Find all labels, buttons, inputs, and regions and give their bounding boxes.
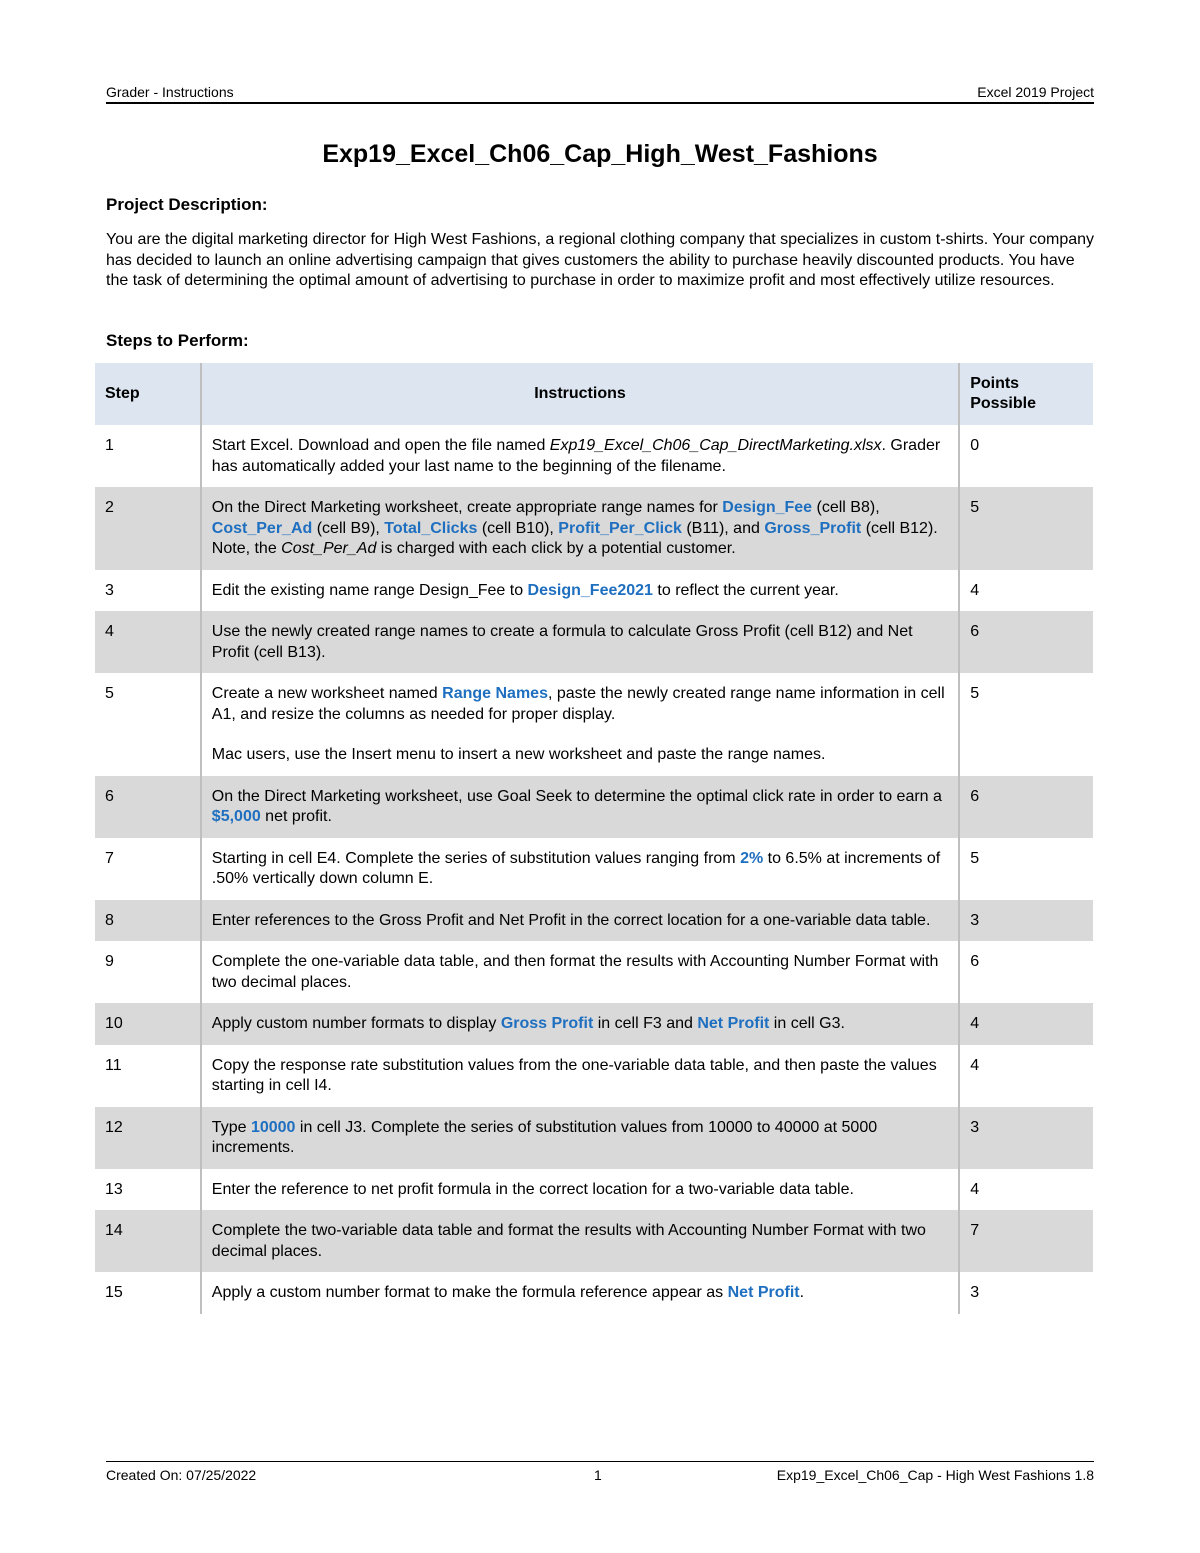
highlighted-term: 10000 [250, 1118, 296, 1136]
step-instructions [201, 941, 959, 1003]
step-number: 15 [95, 1272, 201, 1314]
step-instructions [201, 776, 959, 838]
highlighted-term: $5,000 [211, 808, 261, 825]
instruction-text: (B11), and [681, 519, 765, 537]
instruction-text: net profit. [260, 808, 332, 825]
step-number: 9 [95, 941, 201, 1003]
step-number: 3 [95, 570, 201, 612]
instruction-text: Enter the reference to net profit formula in the correct location for a two-variable data table. [211, 1180, 854, 1198]
step-instructions [201, 900, 959, 942]
table-row [95, 900, 1093, 942]
step-instructions [201, 487, 959, 570]
step-points: 3 [959, 900, 1093, 942]
step-instructions [201, 838, 959, 900]
highlighted-term: Profit_Per_Click [558, 519, 682, 537]
instruction-text: Use the newly created range names to create a formula to calculate Gross Profit (cell B12) and Net Profit (cell B13). [211, 623, 913, 661]
table-row [95, 425, 1093, 487]
header-points: Points Possible [959, 363, 1093, 425]
highlighted-term: Range Names [442, 685, 548, 702]
table-row [95, 611, 1093, 673]
instruction-text: Edit the existing name range Design_Fee to [211, 581, 528, 599]
italic-term: Cost_Per_Ad [281, 540, 377, 557]
instruction-text: Create a new worksheet named [211, 685, 443, 702]
step-instructions [201, 1045, 959, 1107]
paragraph-break [212, 725, 948, 745]
highlighted-term: Total_Clicks [384, 519, 478, 537]
highlighted-term: Design_Fee2021 [527, 581, 653, 599]
highlighted-term: Gross_Profit [764, 519, 862, 537]
footer-document-id: Exp19_Excel_Ch06_Cap - High West Fashions 1.8 [776, 1467, 1094, 1483]
step-instructions [201, 1169, 959, 1211]
instruction-text: (cell B12). [861, 519, 938, 537]
step-instructions [201, 425, 959, 487]
highlighted-term: Net Profit [697, 1015, 770, 1032]
instruction-text: Complete the two-variable data table and format the results with Accounting Number Format with two decimal places. [211, 1222, 926, 1260]
italic-term: Exp19_Excel_Ch06_Cap_DirectMarketing.xlsx [549, 437, 882, 454]
instruction-text: Note, the [211, 540, 282, 557]
table-row [95, 1210, 1093, 1272]
step-instructions [201, 1272, 959, 1314]
table-row [95, 838, 1093, 900]
step-points: 5 [970, 685, 980, 702]
instruction-text: Apply custom number formats to display [211, 1015, 501, 1032]
step-number: 1 [95, 425, 201, 487]
step-number: 2 [95, 487, 201, 570]
instruction-text: Type [211, 1118, 251, 1136]
steps-heading: Steps to Perform: [106, 331, 249, 350]
step-number: 6 [95, 776, 201, 838]
step-points: 3 [959, 1107, 1093, 1169]
table-header-row [95, 363, 1093, 425]
step-number: 11 [95, 1045, 201, 1107]
highlighted-term: 2% [740, 849, 764, 867]
instruction-text: in cell J3. Complete the series of substitution values from 10000 to 40000 at 5000 increments. [211, 1118, 878, 1156]
table-row [95, 1045, 1093, 1107]
steps-table-body [95, 425, 1093, 1314]
table-row [95, 673, 1093, 776]
step-points: 6 [959, 611, 1093, 673]
instruction-text: in cell G3. [769, 1015, 845, 1032]
project-description-heading: Project Description: [106, 195, 268, 214]
header-left-text: Grader - Instructions [106, 84, 234, 100]
step-number: 12 [95, 1107, 201, 1169]
header-step: Step [95, 363, 201, 425]
table-row [95, 1107, 1093, 1169]
page-header [106, 82, 1094, 104]
step-points: 7 [959, 1210, 1093, 1272]
header-right-text: Excel 2019 Project [977, 84, 1094, 100]
step-number: 7 [95, 838, 201, 900]
step-number: 10 [95, 1003, 201, 1045]
step-points: 0 [970, 437, 980, 454]
step-instructions [201, 673, 959, 776]
table-row [95, 1169, 1093, 1211]
step-number: 13 [95, 1169, 201, 1211]
step-points: 4 [970, 1180, 980, 1198]
instruction-text: Apply a custom number format to make the formula reference appear as [211, 1284, 728, 1301]
instruction-text: in cell F3 and [593, 1015, 698, 1032]
instruction-text: Enter references to the Gross Profit and Net Profit in the correct location for a one-variable data table. [211, 911, 931, 929]
highlighted-term: Net Profit [727, 1284, 800, 1301]
document-title: Exp19_Excel_Ch06_Cap_High_West_Fashions [322, 140, 878, 168]
highlighted-term: Gross Profit [500, 1015, 594, 1032]
instruction-text: is charged with each click by a potential customer. [376, 540, 736, 557]
step-instructions [201, 570, 959, 612]
step-points: 6 [970, 953, 980, 970]
table-row [95, 1003, 1093, 1045]
step-instructions [201, 1003, 959, 1045]
instruction-text: . Grader has automatically added your last name to the beginning of the filename. [211, 437, 941, 475]
project-description-text: You are the digital marketing director for High West Fashions, a regional clothing company that specializes in custom t-shirts. Your company has decided to launch an online advertising campaign that gives customers the ability to purchase heavily discounted products. You have the task of determining the optimal amount of advertising to purchase in order to maximize profit and most effectively utilize resources. [106, 231, 1095, 289]
step-points: 4 [970, 1056, 980, 1074]
instruction-text: Start Excel. Download and open the file named [211, 437, 550, 454]
steps-table [95, 363, 1093, 1314]
instruction-text: (cell B8), [812, 499, 880, 516]
step-points: 4 [970, 581, 980, 599]
instruction-text: Copy the response rate substitution values from the one-variable data table, and then paste the values starting in cell I4. [211, 1056, 937, 1094]
table-row [95, 570, 1093, 612]
footer-page-number: 1 [594, 1467, 602, 1483]
instruction-text: Starting in cell E4. Complete the series of substitution values ranging from [211, 849, 741, 867]
step-points: 5 [959, 487, 1093, 570]
instruction-text: Mac users, use the Insert menu to insert a new worksheet and paste the range names. [211, 746, 826, 763]
step-number: 5 [95, 673, 201, 776]
instruction-text: (cell B10), [477, 519, 559, 537]
step-points: 5 [970, 849, 980, 867]
step-number: 8 [95, 900, 201, 942]
instruction-text: . [799, 1284, 805, 1301]
step-instructions [201, 611, 959, 673]
step-points: 3 [970, 1284, 980, 1301]
footer-created-on: Created On: 07/25/2022 [106, 1467, 257, 1483]
step-instructions [201, 1210, 959, 1272]
highlighted-term: Design_Fee [722, 499, 813, 516]
step-number: 4 [95, 611, 201, 673]
step-points: 4 [959, 1003, 1093, 1045]
instruction-text: On the Direct Marketing worksheet, create appropriate range names for [211, 499, 723, 516]
instruction-text: to 6.5% at increments of .50% vertically down column E. [211, 849, 941, 887]
table-row [95, 1272, 1093, 1314]
instruction-text: (cell B9), [312, 519, 385, 537]
step-number: 14 [95, 1210, 201, 1272]
table-row [95, 776, 1093, 838]
table-row [95, 941, 1093, 1003]
step-instructions [201, 1107, 959, 1169]
instruction-text: to reflect the current year. [652, 581, 839, 599]
instruction-text: , paste the newly created range name information in cell A1, and resize the columns as needed for proper display. [211, 685, 945, 723]
header-instructions: Instructions [201, 363, 959, 425]
table-row [95, 487, 1093, 570]
step-points: 6 [959, 776, 1093, 838]
highlighted-term: Cost_Per_Ad [211, 519, 313, 537]
page-footer [106, 1461, 1094, 1486]
instruction-text: Complete the one-variable data table, and then format the results with Accounting Number Format with two decimal places. [211, 953, 939, 991]
instruction-text: On the Direct Marketing worksheet, use Goal Seek to determine the optimal click rate in order to earn a [211, 787, 942, 805]
